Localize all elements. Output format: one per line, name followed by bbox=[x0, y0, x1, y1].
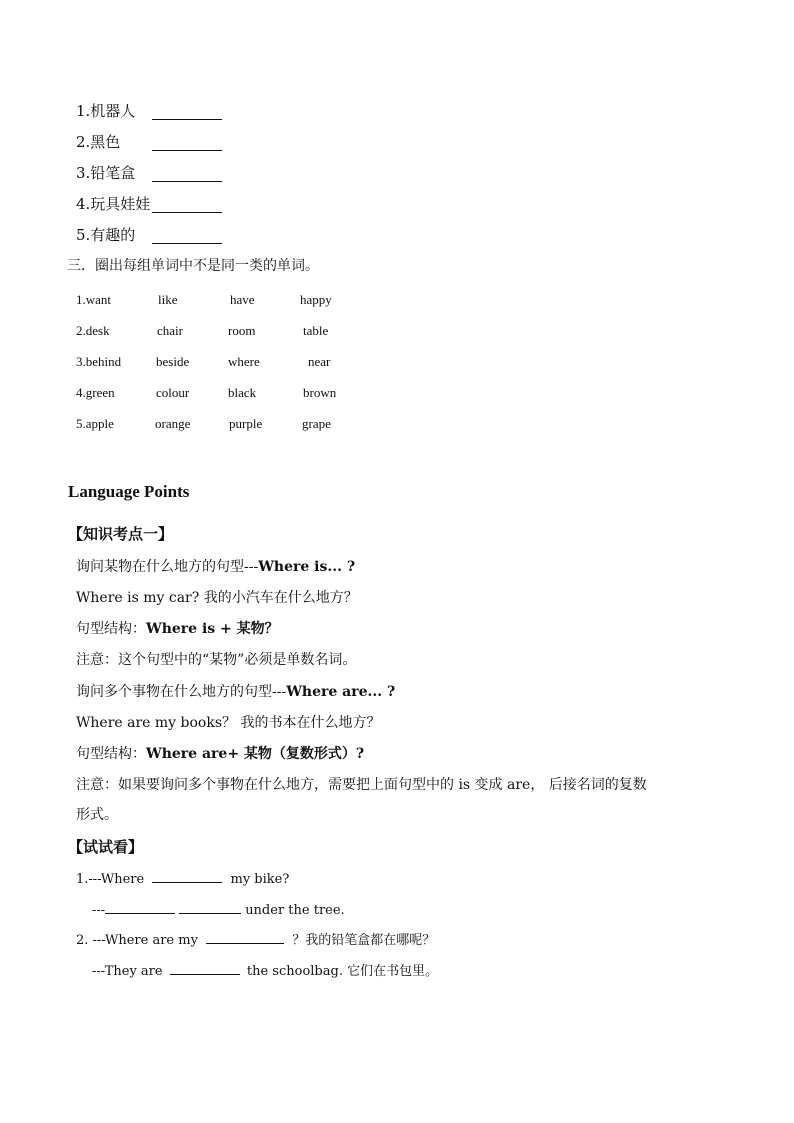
word: where bbox=[228, 354, 260, 369]
answer-blank[interactable] bbox=[170, 973, 240, 975]
note-line: 注意：这个句型中的“某物”必须是单数名词。 bbox=[76, 652, 357, 668]
word: table bbox=[303, 323, 329, 338]
pattern: Where are... ? bbox=[286, 684, 396, 700]
exercise-2-question bbox=[76, 934, 435, 947]
word: brown bbox=[303, 385, 337, 400]
answer-blank[interactable] bbox=[105, 912, 175, 914]
word: 2.desk bbox=[76, 323, 110, 338]
word: 4.green bbox=[76, 385, 115, 400]
pattern-intro bbox=[76, 685, 395, 699]
vocab-item-1 bbox=[76, 104, 135, 119]
text: 2. ---Where are my bbox=[76, 933, 198, 948]
structure-line bbox=[76, 747, 364, 761]
example-sentence: Where are my books？ 我的书本在什么地方？ bbox=[76, 715, 381, 731]
vocab-label: 1.机器人 bbox=[76, 102, 136, 120]
text: my bike? bbox=[230, 872, 290, 887]
answer-blank[interactable] bbox=[152, 149, 222, 151]
note-line-cont: 形式。 bbox=[76, 807, 118, 823]
text: 句型结构： bbox=[76, 621, 146, 637]
pattern-intro bbox=[76, 560, 355, 574]
word: orange bbox=[155, 416, 191, 431]
text: 1.---Where bbox=[76, 872, 145, 887]
word: have bbox=[230, 292, 255, 307]
vocab-label: 4.玩具娃娃 bbox=[76, 195, 151, 213]
exercise-1-question bbox=[76, 873, 289, 886]
text: under the tree. bbox=[245, 903, 345, 918]
word: 1.want bbox=[76, 292, 112, 307]
text: ？我的铅笔盒都在哪呢？ bbox=[292, 933, 436, 948]
example-sentence: Where is my car? 我的小汽车在什么地方？ bbox=[76, 590, 358, 606]
word: 5.apple bbox=[76, 416, 114, 431]
note-line: 注意：如果要询问多个事物在什么地方，需要把上面句型中的 is 变成 are， 后接名词的复数 bbox=[76, 777, 647, 793]
section-heading: Language Points bbox=[68, 482, 190, 501]
knowledge-point-header: 【知识考点一】 bbox=[68, 525, 174, 543]
word: chair bbox=[157, 323, 183, 338]
word: colour bbox=[156, 385, 190, 400]
text: the schoolbag. 它们在书包里。 bbox=[246, 964, 439, 979]
word: beside bbox=[156, 354, 190, 369]
answer-blank[interactable] bbox=[152, 180, 222, 182]
answer-blank[interactable] bbox=[179, 912, 241, 914]
word: purple bbox=[229, 416, 263, 431]
text: 询问某物在什么地方的句型--- bbox=[76, 559, 259, 575]
word: room bbox=[228, 323, 256, 338]
text: 句型结构： bbox=[76, 746, 146, 762]
vocab-item-2 bbox=[76, 135, 120, 150]
text: --- bbox=[92, 903, 106, 918]
structure-line bbox=[76, 622, 279, 636]
word: black bbox=[228, 385, 257, 400]
vocab-label: 2.黑色 bbox=[76, 133, 121, 151]
word: near bbox=[308, 354, 331, 369]
answer-blank[interactable] bbox=[206, 942, 284, 944]
word: like bbox=[158, 292, 178, 307]
word: 3.behind bbox=[76, 354, 122, 369]
word: happy bbox=[300, 292, 332, 307]
vocab-item-3 bbox=[76, 166, 135, 181]
answer-blank[interactable] bbox=[152, 118, 222, 120]
structure: Where are+ 某物（复数形式）? bbox=[146, 746, 365, 762]
section3-title: 三．圈出每组单词中不是同一类的单词。 bbox=[67, 258, 319, 274]
vocab-label: 3.铅笔盒 bbox=[76, 164, 136, 182]
vocab-label: 5.有趣的 bbox=[76, 226, 136, 244]
exercise-2-answer bbox=[92, 965, 438, 978]
text: 询问多个事物在什么地方的句型--- bbox=[76, 684, 287, 700]
pattern: Where is... ? bbox=[258, 559, 356, 575]
answer-blank[interactable] bbox=[152, 242, 222, 244]
answer-blank[interactable] bbox=[152, 211, 222, 213]
vocab-item-4 bbox=[76, 197, 150, 212]
try-it-header: 【试试看】 bbox=[68, 838, 144, 856]
structure: Where is + 某物？ bbox=[146, 621, 279, 637]
answer-blank[interactable] bbox=[152, 881, 222, 883]
text: ---They are bbox=[92, 964, 163, 979]
word: grape bbox=[302, 416, 331, 431]
exercise-1-answer bbox=[92, 904, 345, 917]
vocab-item-5 bbox=[76, 228, 135, 243]
